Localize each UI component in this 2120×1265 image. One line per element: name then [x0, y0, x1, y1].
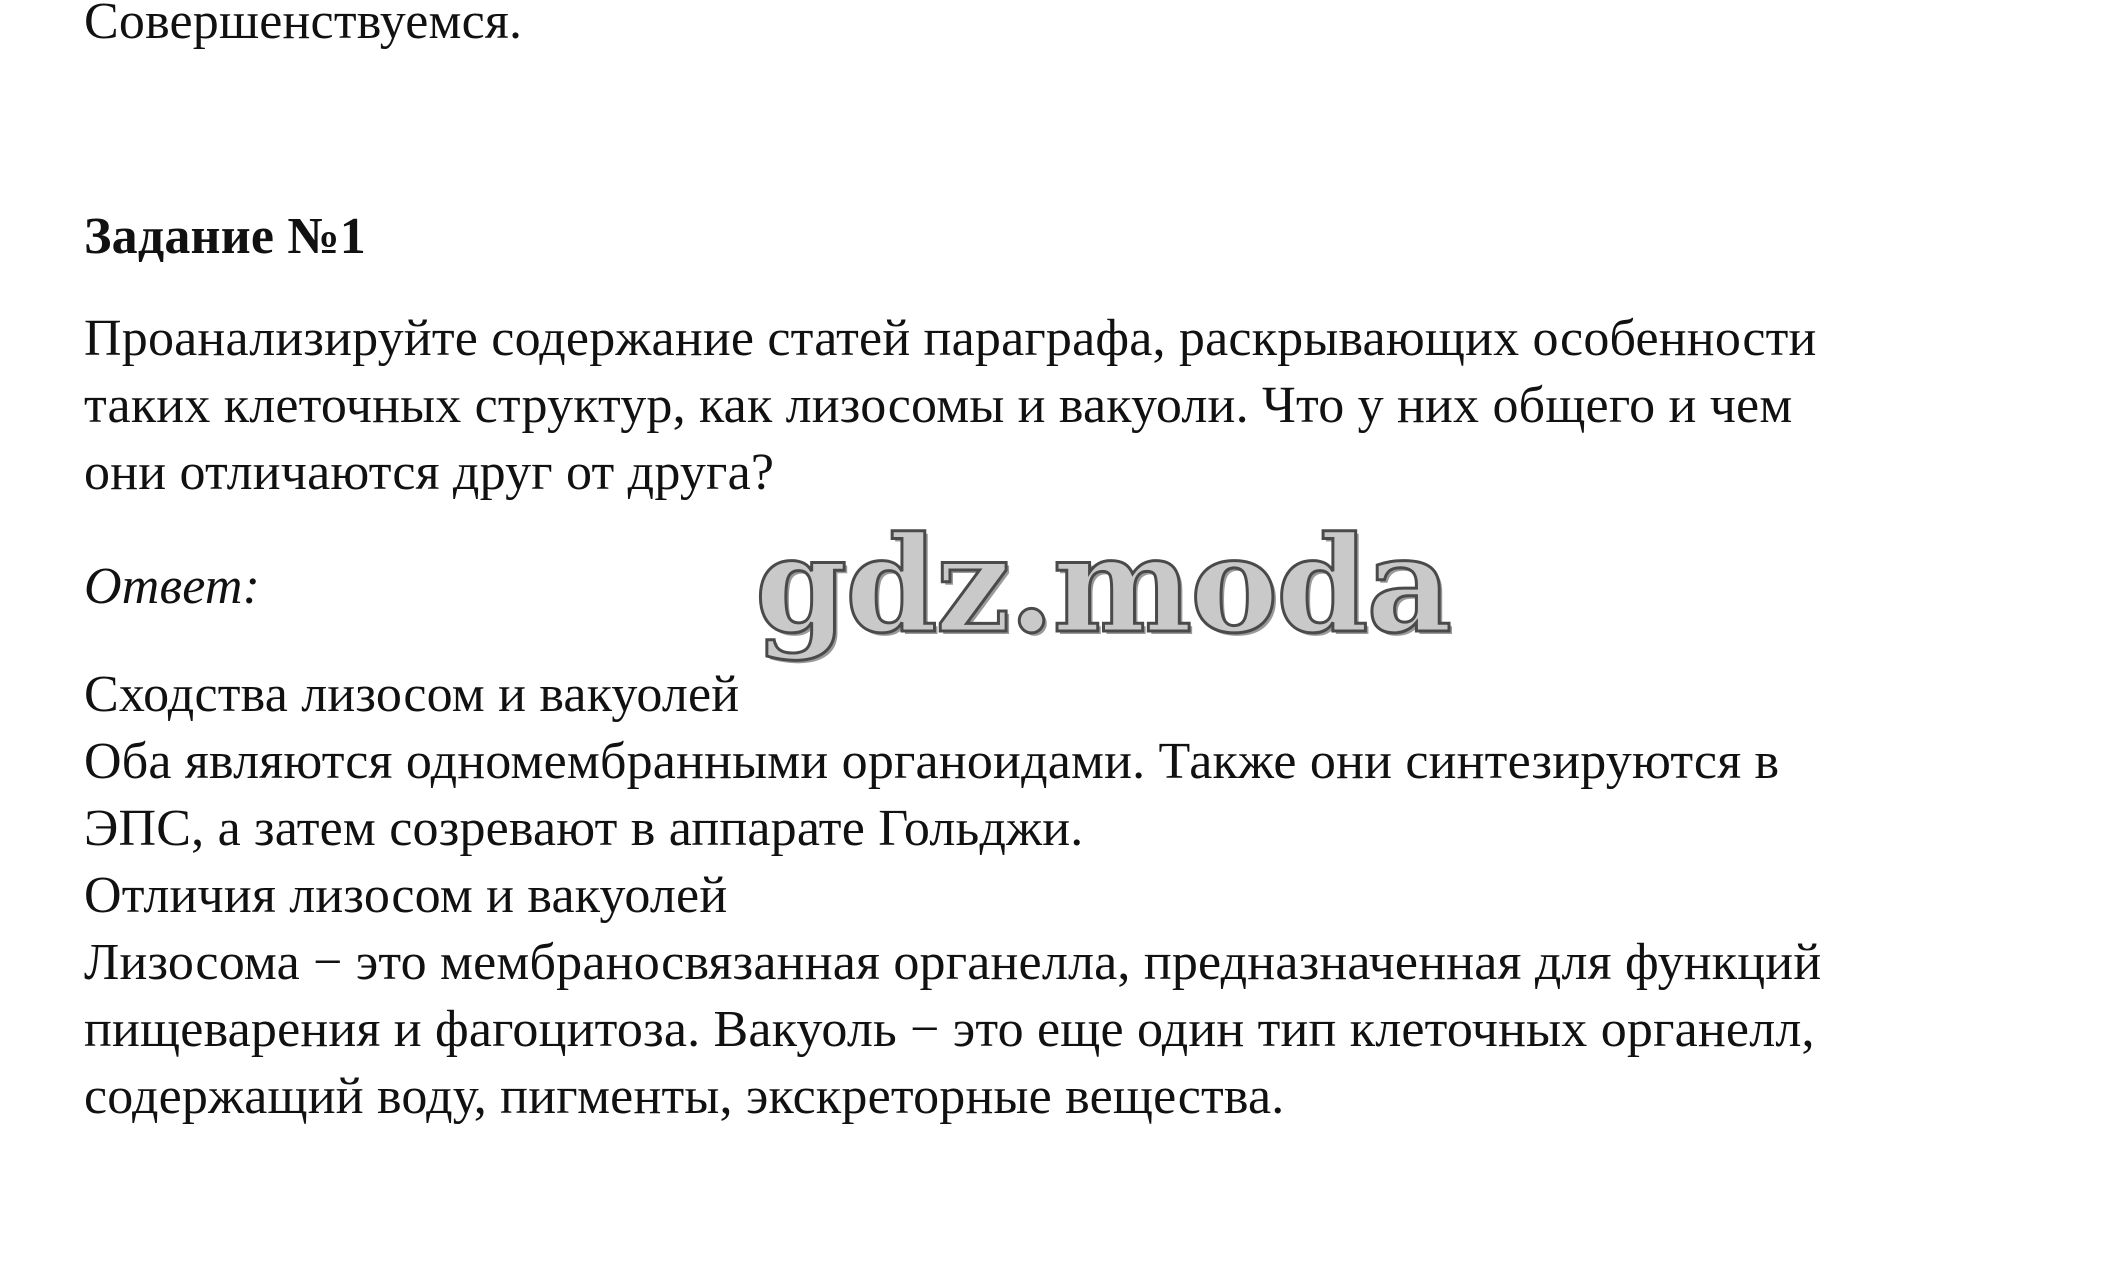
differences-line: Лизосома − это мембраносвязанная органелла, предназначенная для функций	[84, 934, 1822, 991]
intro-text: Совершенствуемся.	[84, 0, 523, 50]
differences-line: пищеварения и фагоцитоза. Вакуоль − это еще один тип клеточных органелл,	[84, 1001, 1815, 1058]
watermark-logo: gdz.moda	[755, 508, 1451, 663]
task-heading: Задание №1	[84, 208, 367, 265]
answer-label: Ответ:	[84, 558, 261, 615]
similarities-heading: Сходства лизосом и вакуолей	[84, 666, 740, 723]
differences-heading: Отличия лизосом и вакуолей	[84, 867, 728, 924]
question-line: Проанализируйте содержание статей параграфа, раскрывающих особенности	[84, 310, 1817, 367]
question-line: таких клеточных структур, как лизосомы и вакуоли. Что у них общего и чем	[84, 377, 1793, 434]
similarities-line: ЭПС, а затем созревают в аппарате Гольджи.	[84, 800, 1084, 857]
differences-line: содержащий воду, пигменты, экскреторные вещества.	[84, 1068, 1285, 1125]
question-line: они отличаются друг от друга?	[84, 444, 775, 501]
similarities-line: Оба являются одномембранными органоидами. Также они синтезируются в	[84, 733, 1780, 790]
